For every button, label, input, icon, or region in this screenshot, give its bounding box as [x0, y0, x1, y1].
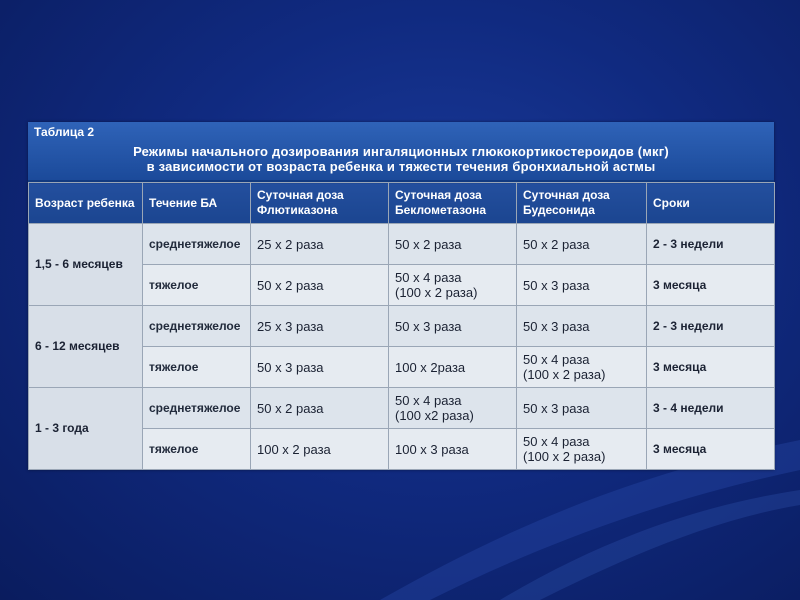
course-cell: среднетяжелое: [143, 388, 251, 429]
header-fluticasone: Суточная доза Флютиказона: [251, 183, 389, 224]
table-row: [29, 224, 775, 265]
header-budesonide: Суточная доза Будесонида: [517, 183, 647, 224]
beclomethasone-cell: 50 x 3 раза: [389, 306, 517, 347]
beclomethasone-cell: 50 x 4 раза (100 x 2 раза): [389, 265, 517, 306]
beclomethasone-cell: 100 x 3 раза: [389, 429, 517, 470]
table-title-band: [28, 122, 774, 182]
header-beclomethasone: Суточная доза Беклометазона: [389, 183, 517, 224]
dosage-table: [28, 182, 775, 470]
fluticasone-cell: 25 x 2 раза: [251, 224, 389, 265]
budesonide-cell: 50 x 2 раза: [517, 224, 647, 265]
course-cell: тяжелое: [143, 347, 251, 388]
fluticasone-cell: 25 x 3 раза: [251, 306, 389, 347]
dosage-table-panel: [28, 122, 774, 470]
age-cell: 6 - 12 месяцев: [29, 306, 143, 388]
fluticasone-cell: 50 x 2 раза: [251, 388, 389, 429]
budesonide-cell: 50 x 3 раза: [517, 306, 647, 347]
table-row: [29, 388, 775, 429]
term-cell: 3 месяца: [647, 429, 775, 470]
beclomethasone-cell: 50 x 2 раза: [389, 224, 517, 265]
course-cell: тяжелое: [143, 429, 251, 470]
term-cell: 3 месяца: [647, 347, 775, 388]
header-term: Сроки: [647, 183, 775, 224]
course-cell: среднетяжелое: [143, 306, 251, 347]
beclomethasone-cell: 50 x 4 раза (100 x2 раза): [389, 388, 517, 429]
table-title-line-1: Режимы начального дозирования ингаляционных глюкокортикостероидов (мкг): [133, 144, 669, 159]
budesonide-cell: 50 x 3 раза: [517, 265, 647, 306]
fluticasone-cell: 100 x 2 раза: [251, 429, 389, 470]
course-cell: тяжелое: [143, 265, 251, 306]
budesonide-cell: 50 x 3 раза: [517, 388, 647, 429]
header-course: Течение БА: [143, 183, 251, 224]
fluticasone-cell: 50 x 2 раза: [251, 265, 389, 306]
budesonide-cell: 50 x 4 раза (100 x 2 раза): [517, 429, 647, 470]
budesonide-cell: 50 x 4 раза (100 x 2 раза): [517, 347, 647, 388]
table-row: [29, 306, 775, 347]
term-cell: 3 - 4 недели: [647, 388, 775, 429]
table-caption: Таблица 2: [34, 125, 95, 139]
beclomethasone-cell: 100 x 2раза: [389, 347, 517, 388]
fluticasone-cell: 50 x 3 раза: [251, 347, 389, 388]
age-cell: 1 - 3 года: [29, 388, 143, 470]
age-cell: 1,5 - 6 месяцев: [29, 224, 143, 306]
course-cell: среднетяжелое: [143, 224, 251, 265]
table-title-line-2: в зависимости от возраста ребенка и тяжести течения бронхиальной астмы: [146, 159, 656, 174]
header-age: Возраст ребенка: [29, 183, 143, 224]
term-cell: 2 - 3 недели: [647, 224, 775, 265]
term-cell: 3 месяца: [647, 265, 775, 306]
term-cell: 2 - 3 недели: [647, 306, 775, 347]
header-row: [29, 183, 775, 224]
